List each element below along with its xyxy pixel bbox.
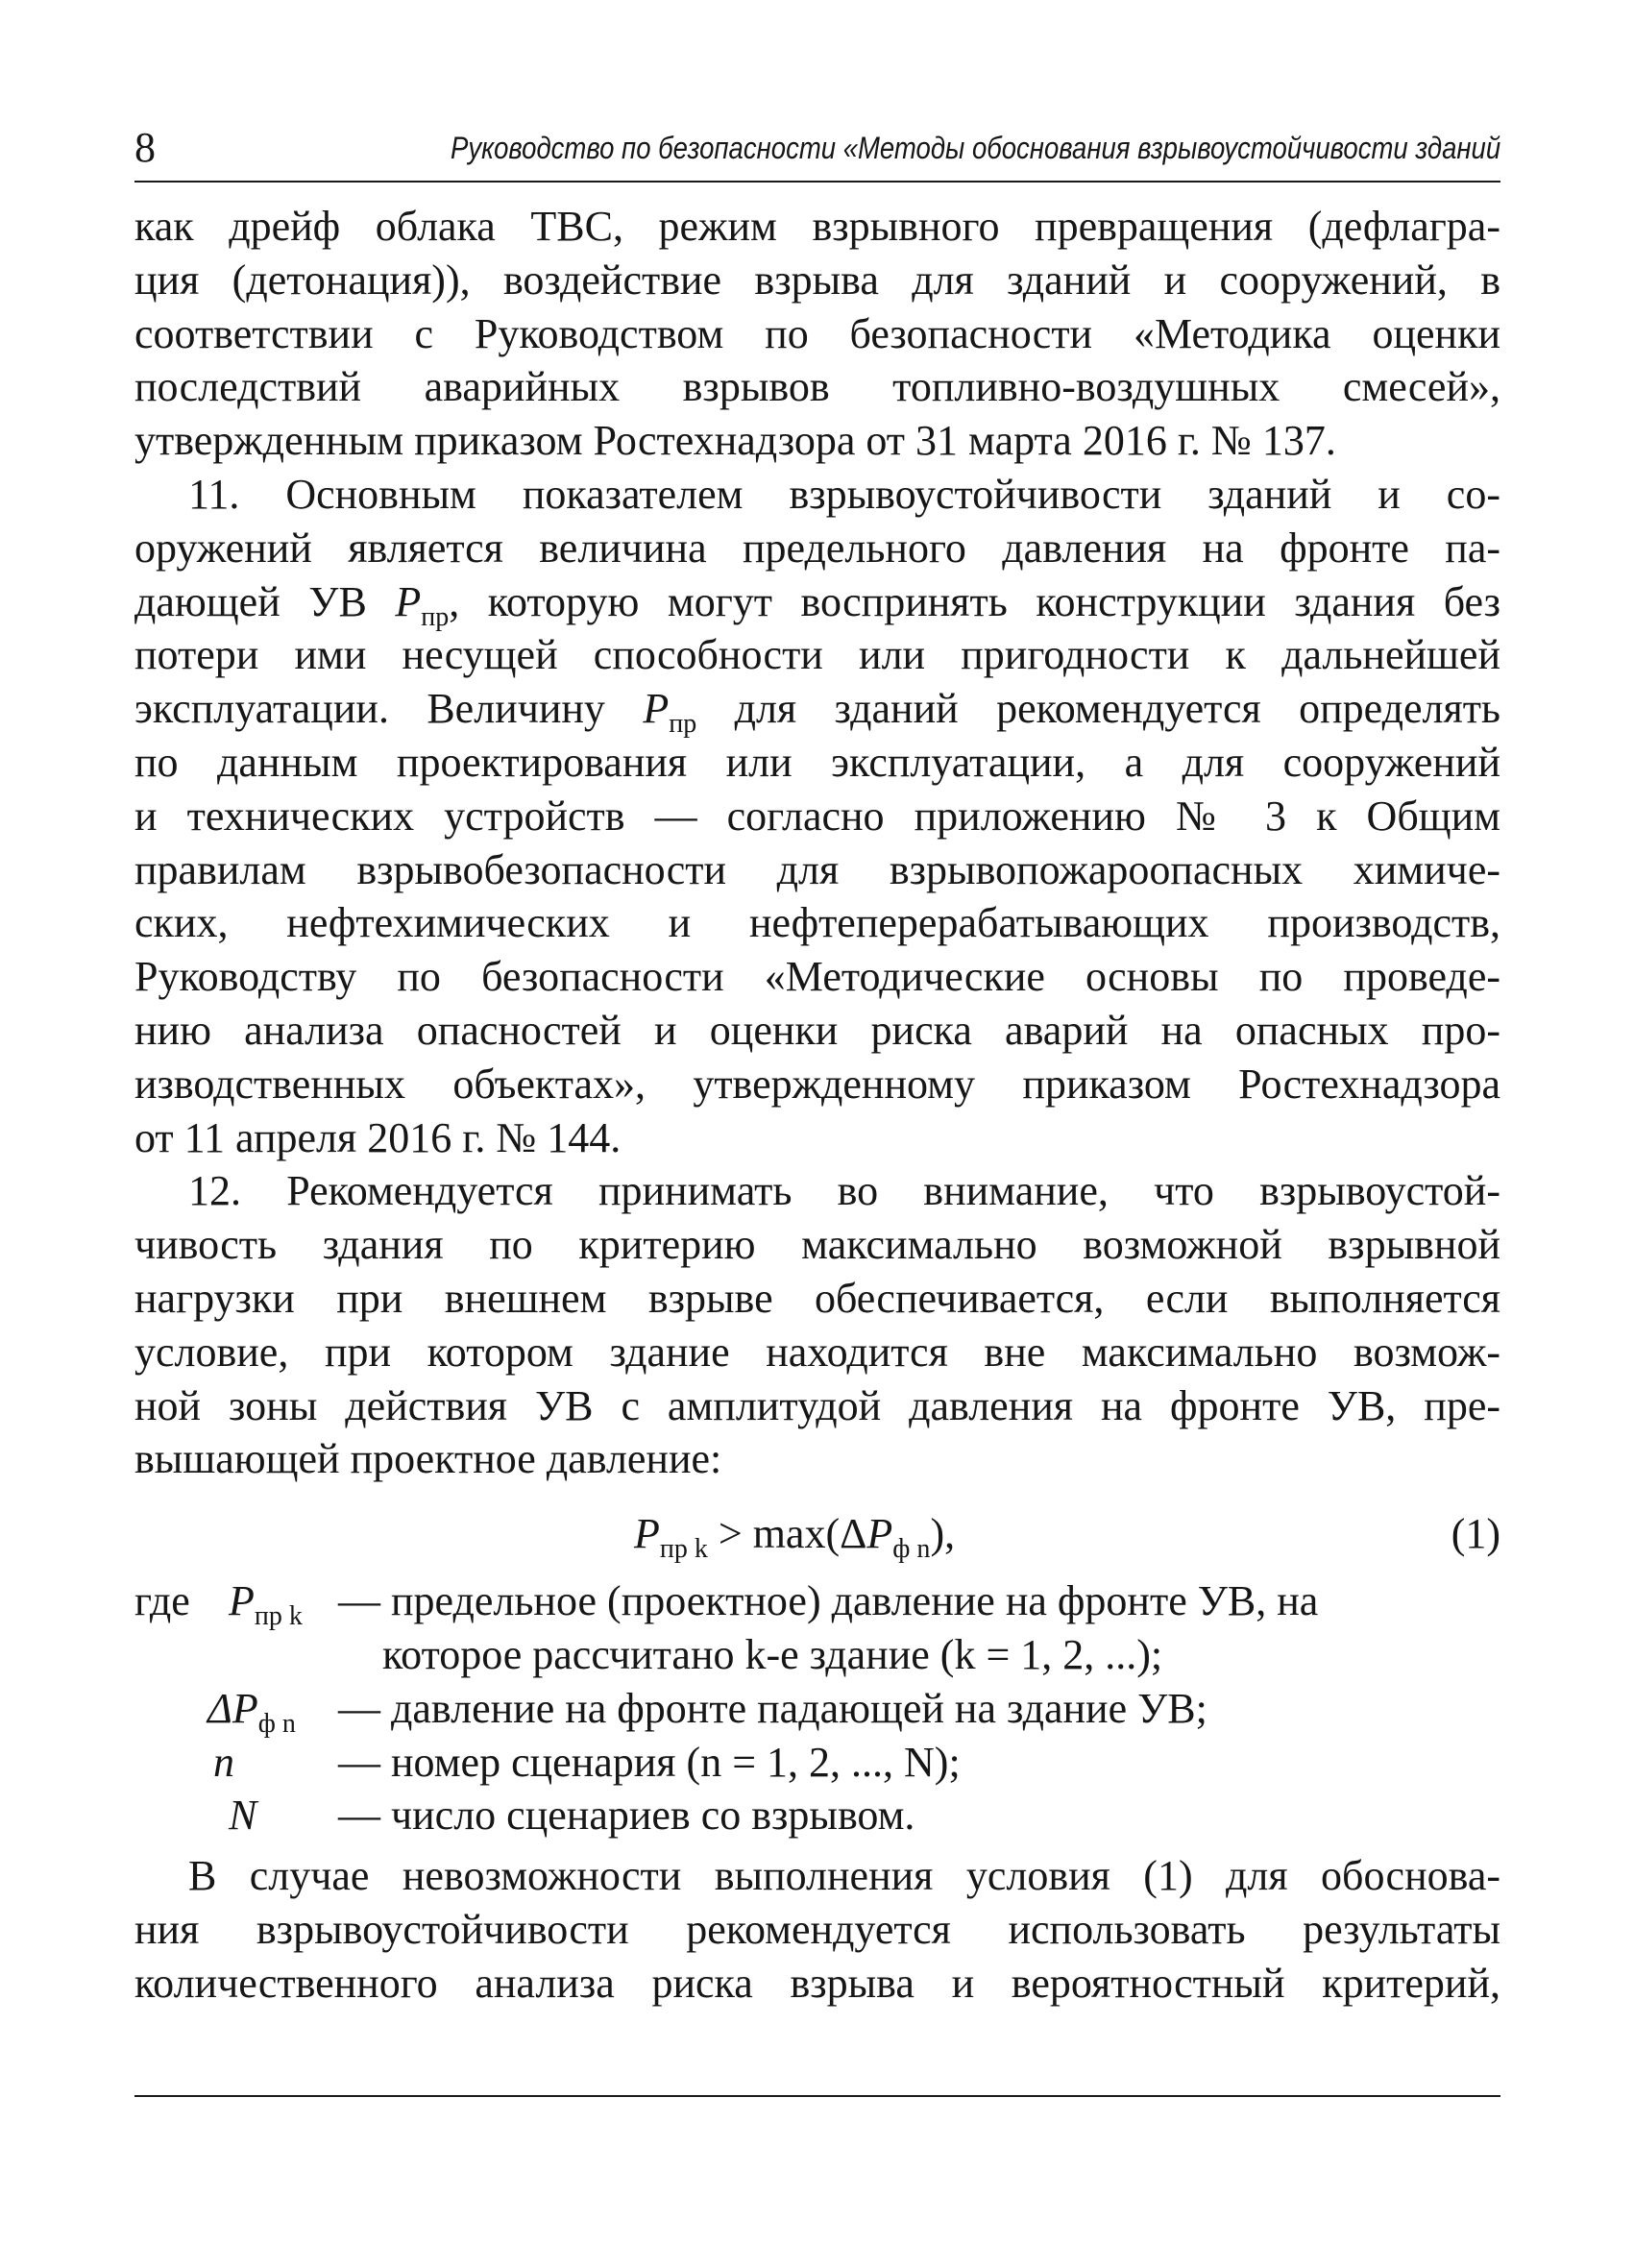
paragraph-11-line: эксплуатации. Величину $P_{пр}$ для зданий рекомендуется определять	[134, 685, 1500, 740]
subscript: пр	[669, 709, 697, 740]
paragraph-12-line: вышающей проектное давление:	[134, 1435, 722, 1483]
paragraph-11-line: нию анализа опасностей и оценки риска аварий на опасных про-	[134, 1006, 1500, 1054]
page-number: 8	[134, 124, 156, 171]
footer-rule	[134, 2095, 1500, 2097]
paragraph-11-line: ских, нефтехимических и нефтеперерабатывающих производств,	[134, 899, 1500, 947]
paragraph-11-line: изводственных объектах», утвержденному приказом Ростехнадзора	[134, 1060, 1500, 1108]
paragraph-11-line: оружений является величина предельного давления на фронте па-	[134, 524, 1500, 572]
paragraph-11-line: дающей УВ $P_{пр}$, которую могут воспринять конструкции здания без	[134, 577, 1501, 632]
symbol-definitions: где $P_{пр k}$ — предельное (проектное) давление на фронте УВ, на которое рассчитано k-е здание (k = 1, 2, ...); $\Delta P_{ф n}$ — давление на фронте падающей на здание УВ; n — номер сценария (n = 1, 2, ..., N); N — число сценариев со взрывом.	[134, 1574, 1500, 1815]
paragraph-12-line: ной зоны действия УВ с амплитудой давления на фронте УВ, пре-	[134, 1381, 1500, 1429]
text-line: утвержденным приказом Ростехнадзора от 31 марта 2016 г. № 137.	[134, 417, 1336, 465]
where-label: где	[134, 1577, 190, 1625]
text-line: ния взрывоустойчивости рекомендуется использовать результаты	[134, 1905, 1500, 1953]
body-text	[134, 200, 1500, 2011]
text-line: В случае невозможности выполнения условия (1) для обоснова-	[188, 1852, 1500, 1900]
paragraph-11-line: 11. Основным показателем взрывоустойчивости зданий и со-	[188, 470, 1500, 518]
paragraph-11-line: правилам взрывобезопасности для взрывопожароопасных химиче-	[134, 845, 1500, 893]
subscript: пр	[421, 601, 450, 632]
running-title: Руководство по безопасности «Методы обоснования взрывоустойчивости зданий	[450, 131, 1500, 165]
page-header	[134, 115, 1500, 183]
paragraph-12-line: нагрузки при внешнем взрыве обеспечивается, если выполняется	[134, 1274, 1500, 1322]
formula-expression: $P_{пр k} > \max(\Delta P_{ф n})$,	[634, 1510, 956, 1565]
paragraph-11-line: от 11 апреля 2016 г. № 144.	[134, 1113, 622, 1161]
paragraph-12-line: 12. Рекомендуется принимать во внимание, что взрывоустой-	[188, 1167, 1500, 1215]
symbol-p: P	[643, 685, 670, 733]
text-line: последствий аварийных взрывов топливно-воздушных смесей»,	[134, 363, 1500, 411]
text-line: количественного анализа риска взрыва и вероятностный критерий,	[134, 1959, 1500, 2007]
paragraph-12-line: условие, при котором здание находится вне максимально возмож-	[134, 1328, 1500, 1376]
paragraph-11-line: по данным проектирования или эксплуатации, а для сооружений	[134, 738, 1500, 786]
paragraph-11-line: Руководству по безопасности «Методические основы по проведе-	[134, 953, 1500, 1001]
text-line: как дрейф облака ТВС, режим взрывного превращения (дефлагра-	[134, 203, 1500, 250]
formula-1	[134, 1494, 1500, 1574]
paragraph-11-line: и технических устройств — согласно приложению № 3 к Общим	[134, 792, 1500, 840]
formula-number: (1)	[1451, 1510, 1500, 1558]
symbol-p: P	[395, 577, 422, 625]
text-line: ция (детонация)), воздействие взрыва для зданий и сооружений, в	[134, 256, 1500, 304]
paragraph-12-line: чивость здания по критерию максимально возможной взрывной	[134, 1221, 1500, 1269]
paragraph-11-line: потери ими несущей способности или пригодности к дальнейшей	[134, 631, 1500, 679]
closing-paragraph	[134, 1849, 1500, 2010]
text-line: соответствии с Руководством по безопасности «Методика оценки	[134, 309, 1500, 357]
